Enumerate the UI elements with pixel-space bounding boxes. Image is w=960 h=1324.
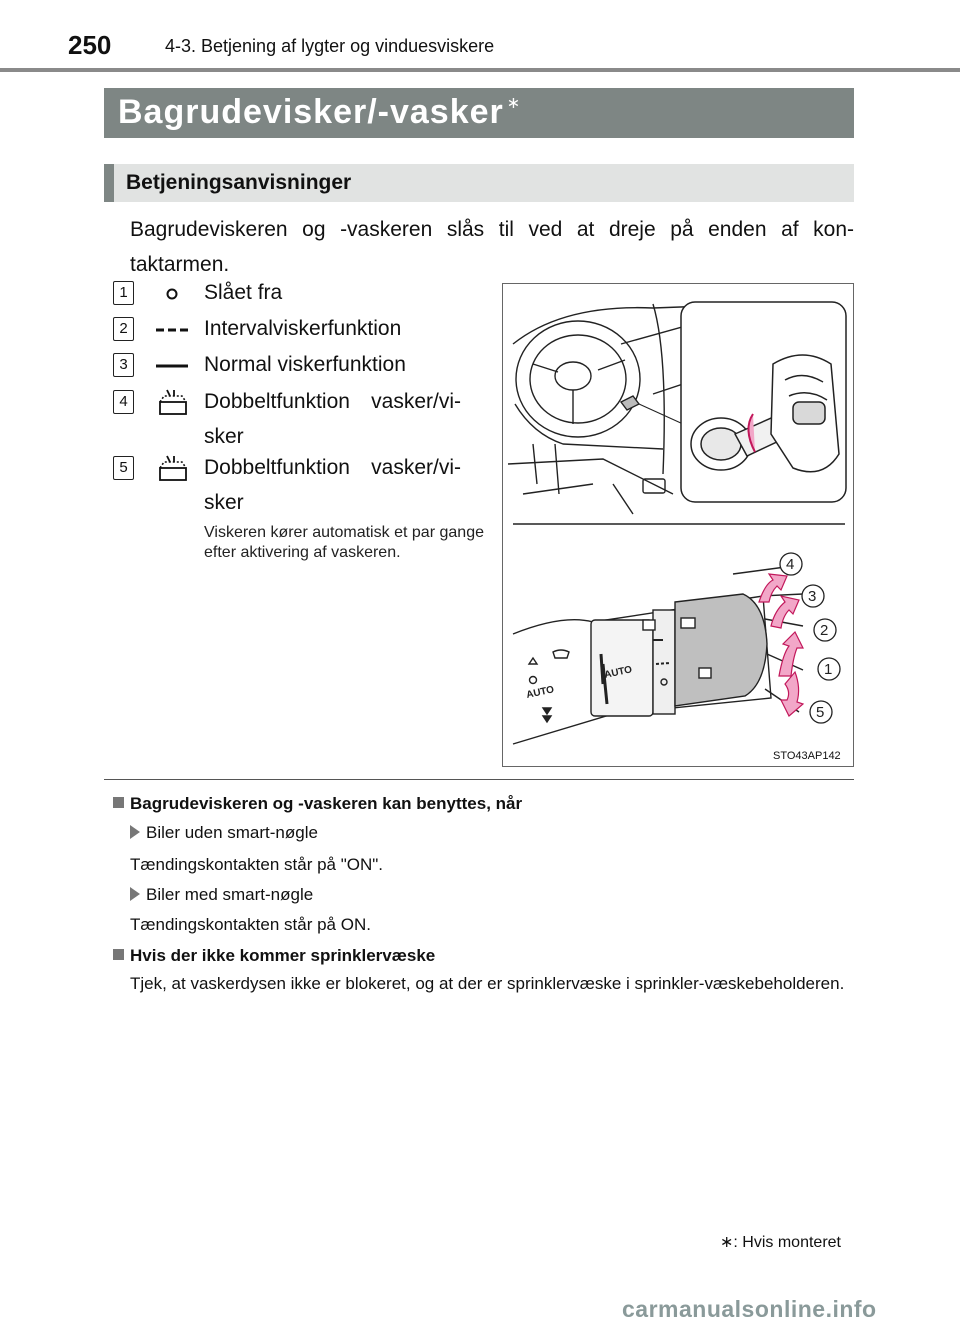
intermittent-dashes-icon <box>150 315 194 345</box>
intro-line-2: taktarmen. <box>130 253 230 276</box>
wiper-stalk-figure <box>502 283 854 767</box>
rear-washer-icon <box>150 454 194 484</box>
square-bullet-icon <box>113 949 124 960</box>
condition-item-2-label: Biler med smart-nøgle <box>146 885 314 904</box>
figure-callout-4: 4 <box>786 556 795 573</box>
condition-item-1-text: Tændingskontakten står på "ON". <box>130 855 384 874</box>
legend-label-5-line-1: Dobbeltfunktion vasker/vi- <box>204 456 461 479</box>
conditions-heading-text: Bagrudeviskeren og -vaskeren kan benyttes, når <box>130 794 523 813</box>
title-marker: ∗ <box>506 95 522 112</box>
conditions-heading <box>113 794 522 814</box>
subsection-title: Betjeningsanvisninger <box>126 171 352 194</box>
legend-number-3: 3 <box>113 353 134 377</box>
zoom-callout <box>681 302 846 502</box>
subsection-accent <box>104 164 114 202</box>
legend-label-4-line-2: sker <box>204 425 244 448</box>
intro-paragraph <box>130 212 854 282</box>
legend-label-2: Intervalviskerfunktion <box>204 317 402 340</box>
section-title-text: Bagrudevisker/-vasker <box>118 93 504 131</box>
figure-illustration <box>503 284 853 766</box>
legend-label-1: Slået fra <box>204 281 283 304</box>
figure-callout-2: 2 <box>820 622 829 639</box>
sprinkler-heading-text: Hvis der ikke kommer sprinklervæske <box>130 946 436 965</box>
rear-washer-icon <box>150 388 194 418</box>
chapter-header: 4-3. Betjening af lygter og vinduesviskere <box>165 36 495 56</box>
stalk-auto-label-2: AUTO <box>525 684 556 701</box>
header-rule <box>0 68 960 72</box>
legend-number-1: 1 <box>113 281 134 305</box>
off-circle-icon <box>150 279 194 309</box>
sprinkler-text: Tjek, at vaskerdysen ikke er blokeret, og at der er sprinklervæske i sprinkler-væskebeholderen. <box>130 974 845 993</box>
section-title-bar <box>104 88 854 138</box>
section-title <box>118 93 521 132</box>
figure-callout-1: 1 <box>824 661 833 678</box>
auto-wipe-note: Viskeren kører automatisk et par gange efter aktivering af vaskeren. <box>204 524 484 561</box>
legend-label-4-line-1: Dobbeltfunktion vasker/vi- <box>204 390 461 413</box>
legend-number-2: 2 <box>113 317 134 341</box>
triangle-bullet-icon <box>130 887 140 901</box>
condition-item-2-text: Tændingskontakten står på ON. <box>130 915 371 934</box>
page-number: 250 <box>68 30 112 60</box>
figure-code: STO43AP142 <box>773 750 841 762</box>
solid-line-icon <box>150 351 194 381</box>
section-divider <box>104 779 854 780</box>
legend-label-4 <box>204 384 461 454</box>
condition-item-2 <box>130 885 313 905</box>
stalk-auto-label-1: AUTO <box>603 664 634 681</box>
square-bullet-icon <box>113 797 124 808</box>
triangle-bullet-icon <box>130 825 140 839</box>
condition-item-1 <box>130 823 318 843</box>
intro-line-1: Bagrudeviskeren og -vaskeren slås til ved at dreje på enden af kon- <box>130 218 854 241</box>
figure-callout-5: 5 <box>816 704 825 721</box>
watermark: carmanualsonline.info <box>622 1296 877 1322</box>
condition-item-1-label: Biler uden smart-nøgle <box>146 823 318 842</box>
stalk-drawing <box>513 566 803 744</box>
legend-label-5-line-2: sker <box>204 491 244 514</box>
footnote <box>720 1232 841 1252</box>
legend-label-5 <box>204 450 461 520</box>
footnote-text: : Hvis monteret <box>733 1234 841 1251</box>
legend-number-4: 4 <box>113 390 134 414</box>
footnote-marker: ∗ <box>720 1234 734 1251</box>
figure-callout-3: 3 <box>808 588 817 605</box>
sprinkler-heading <box>113 946 435 966</box>
legend-number-5: 5 <box>113 456 134 480</box>
legend-label-3: Normal viskerfunktion <box>204 353 406 376</box>
subsection-bar <box>104 164 854 202</box>
